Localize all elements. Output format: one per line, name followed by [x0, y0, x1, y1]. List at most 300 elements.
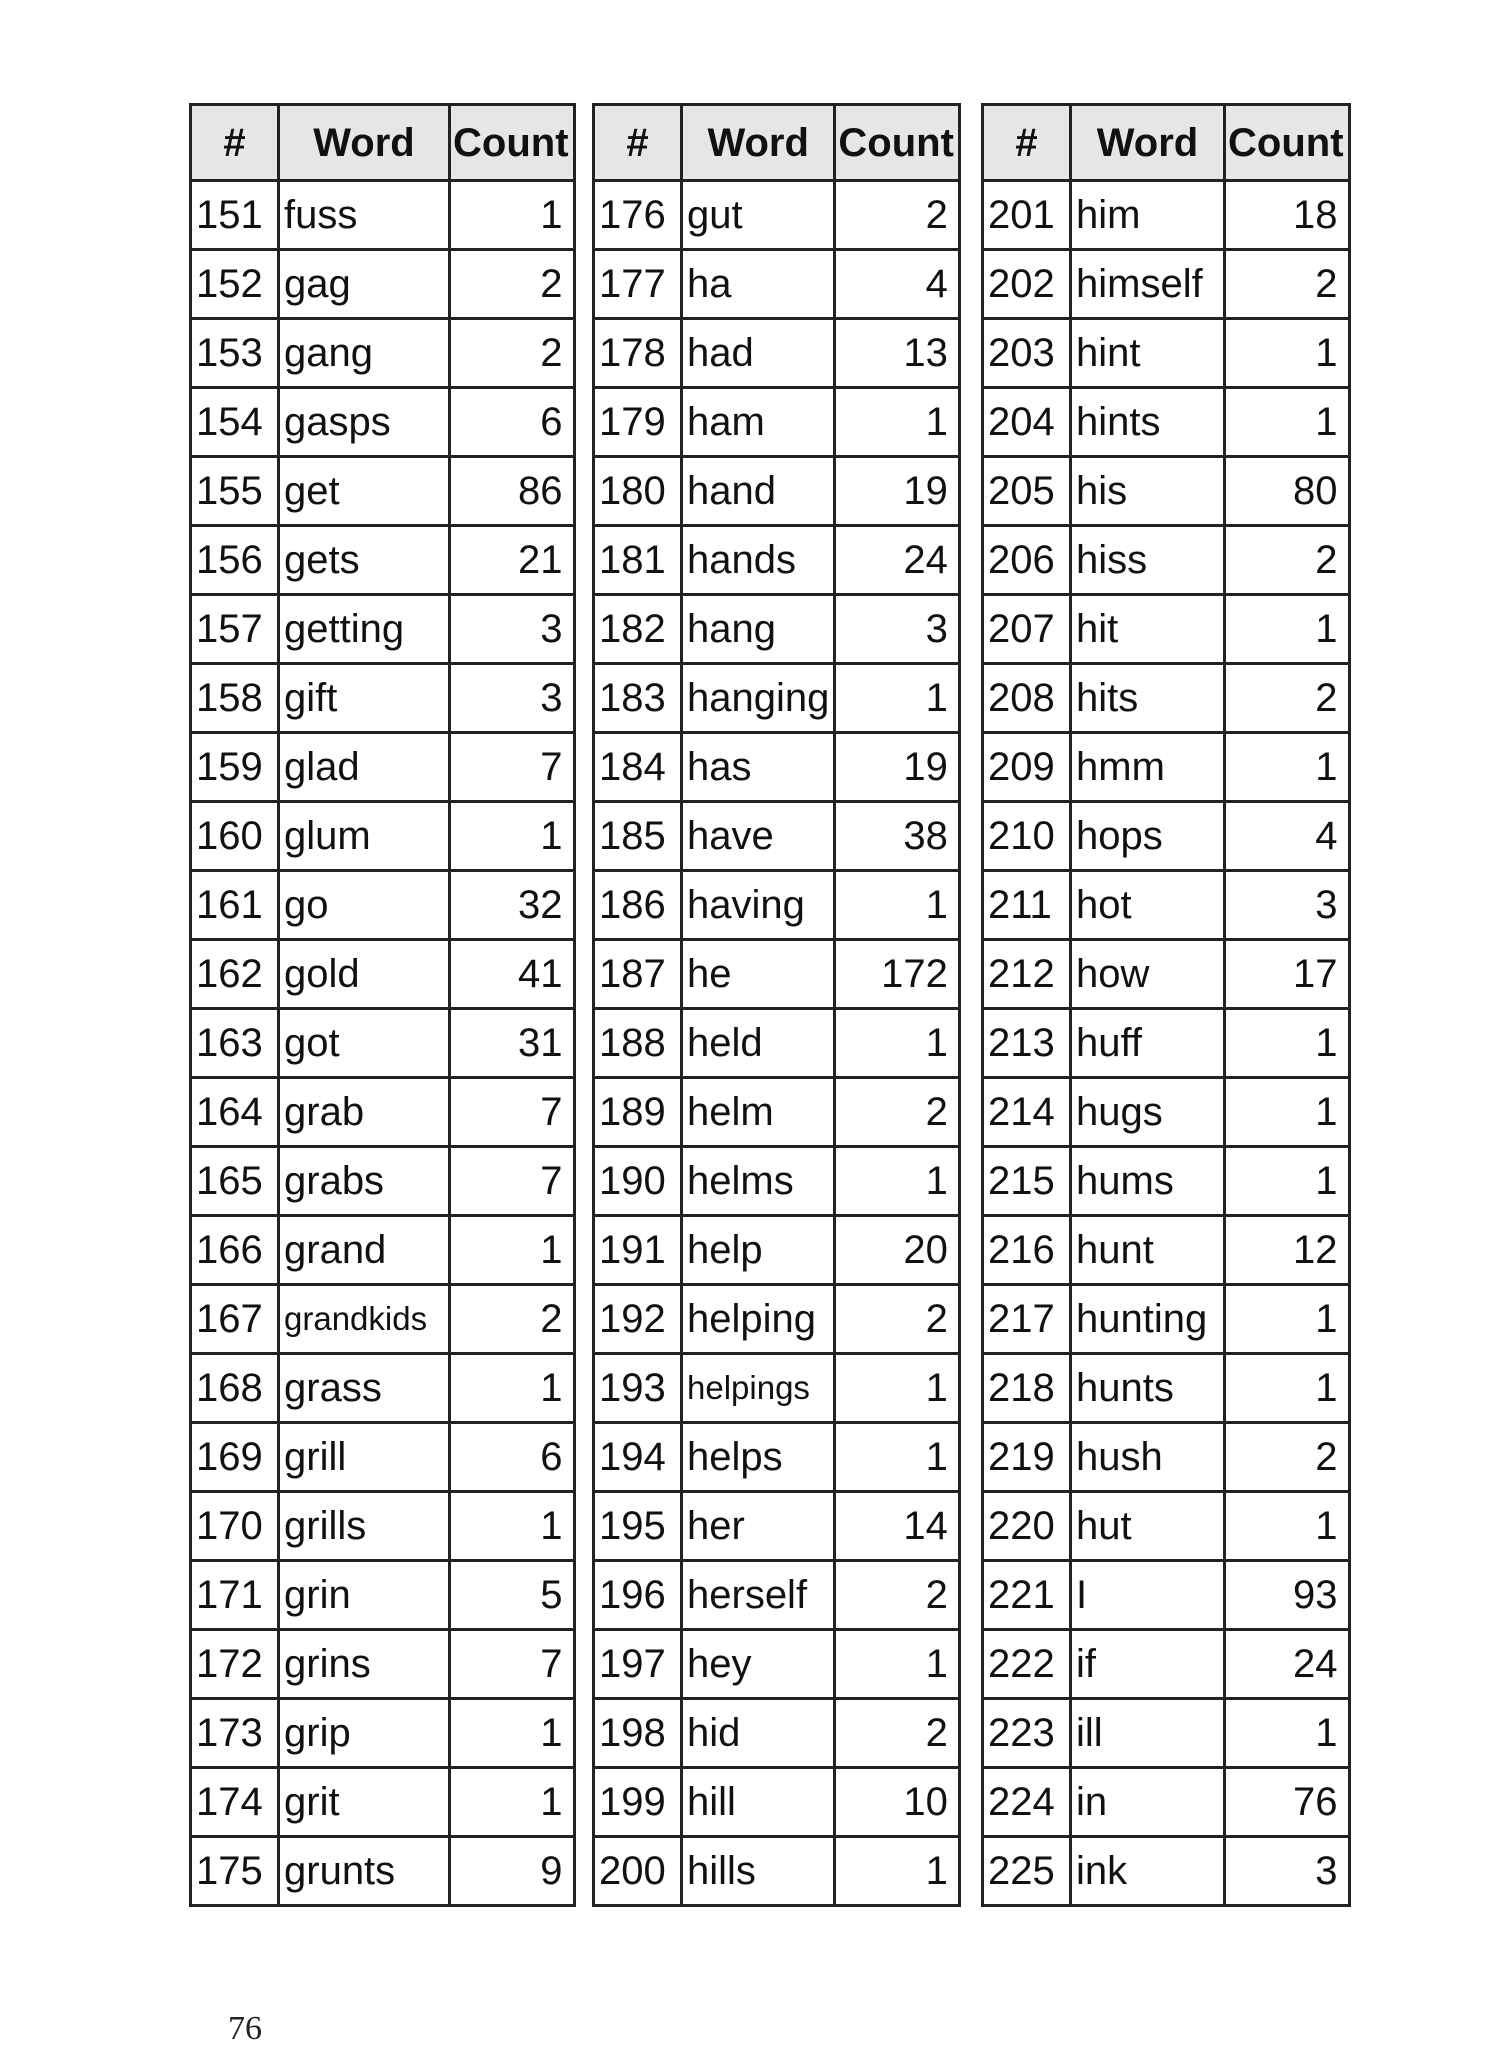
cell-number: 171: [191, 1561, 279, 1630]
cell-count: 1: [835, 1837, 960, 1906]
cell-number: 156: [191, 526, 279, 595]
table-row: [191, 1009, 575, 1078]
cell-word: ha: [682, 250, 835, 319]
cell-count: 1: [835, 1147, 960, 1216]
cell-word: gets: [279, 526, 450, 595]
table-row: [983, 1285, 1350, 1354]
cell-count: 7: [450, 1630, 575, 1699]
cell-number: 181: [594, 526, 682, 595]
cell-word: hill: [682, 1768, 835, 1837]
cell-number: 217: [983, 1285, 1071, 1354]
cell-count: 24: [835, 526, 960, 595]
cell-word: gang: [279, 319, 450, 388]
cell-count: 1: [450, 181, 575, 250]
cell-word: gasps: [279, 388, 450, 457]
cell-word: her: [682, 1492, 835, 1561]
cell-number: 186: [594, 871, 682, 940]
table-row: [191, 1147, 575, 1216]
cell-word: herself: [682, 1561, 835, 1630]
cell-count: 1: [1225, 595, 1350, 664]
table-row: [983, 595, 1350, 664]
cell-word: held: [682, 1009, 835, 1078]
cell-number: 152: [191, 250, 279, 319]
cell-number: 162: [191, 940, 279, 1009]
cell-count: 9: [450, 1837, 575, 1906]
header-count: Count: [450, 105, 575, 181]
cell-number: 221: [983, 1561, 1071, 1630]
table-row: [594, 1630, 960, 1699]
cell-number: 211: [983, 871, 1071, 940]
cell-count: 18: [1225, 181, 1350, 250]
table-row: [983, 1630, 1350, 1699]
cell-count: 80: [1225, 457, 1350, 526]
cell-count: 2: [835, 1561, 960, 1630]
cell-number: 184: [594, 733, 682, 802]
table-row: [594, 1699, 960, 1768]
header-number: #: [983, 105, 1071, 181]
cell-word: hugs: [1071, 1078, 1225, 1147]
table-row: [191, 1285, 575, 1354]
table-row: [191, 1078, 575, 1147]
cell-word: glad: [279, 733, 450, 802]
table-body: [594, 181, 960, 1906]
table-row: [594, 733, 960, 802]
cell-number: 225: [983, 1837, 1071, 1906]
cell-word: helping: [682, 1285, 835, 1354]
cell-number: 160: [191, 802, 279, 871]
cell-number: 175: [191, 1837, 279, 1906]
cell-word: huff: [1071, 1009, 1225, 1078]
cell-count: 2: [1225, 250, 1350, 319]
cell-number: 165: [191, 1147, 279, 1216]
cell-number: 173: [191, 1699, 279, 1768]
cell-number: 215: [983, 1147, 1071, 1216]
word-count-table-3: [981, 103, 1351, 1907]
cell-word: how: [1071, 940, 1225, 1009]
cell-word: hiss: [1071, 526, 1225, 595]
table-row: [983, 733, 1350, 802]
cell-number: 200: [594, 1837, 682, 1906]
cell-word: ill: [1071, 1699, 1225, 1768]
cell-number: 183: [594, 664, 682, 733]
cell-count: 41: [450, 940, 575, 1009]
cell-count: 2: [450, 250, 575, 319]
cell-count: 13: [835, 319, 960, 388]
cell-count: 1: [450, 1699, 575, 1768]
cell-word: grass: [279, 1354, 450, 1423]
table-row: [983, 940, 1350, 1009]
table-row: [983, 1423, 1350, 1492]
table-row: [983, 388, 1350, 457]
cell-number: 222: [983, 1630, 1071, 1699]
cell-count: 7: [450, 733, 575, 802]
cell-count: 1: [450, 1492, 575, 1561]
table-header-row: [983, 105, 1350, 181]
cell-count: 2: [450, 319, 575, 388]
cell-word: hanging: [682, 664, 835, 733]
cell-count: 1: [835, 664, 960, 733]
cell-number: 151: [191, 181, 279, 250]
cell-number: 182: [594, 595, 682, 664]
cell-count: 19: [835, 733, 960, 802]
cell-count: 31: [450, 1009, 575, 1078]
table-row: [191, 319, 575, 388]
header-word: Word: [1071, 105, 1225, 181]
cell-word: hush: [1071, 1423, 1225, 1492]
table-row: [983, 802, 1350, 871]
cell-number: 205: [983, 457, 1071, 526]
table-row: [594, 1423, 960, 1492]
cell-number: 170: [191, 1492, 279, 1561]
cell-word: hunting: [1071, 1285, 1225, 1354]
cell-count: 3: [450, 595, 575, 664]
table-row: [983, 1216, 1350, 1285]
cell-count: 1: [835, 1630, 960, 1699]
cell-count: 1: [1225, 1492, 1350, 1561]
header-count: Count: [1225, 105, 1350, 181]
cell-count: 1: [835, 388, 960, 457]
cell-word: his: [1071, 457, 1225, 526]
table-row: [191, 388, 575, 457]
cell-count: 17: [1225, 940, 1350, 1009]
cell-number: 204: [983, 388, 1071, 457]
cell-count: 2: [1225, 664, 1350, 733]
cell-number: 207: [983, 595, 1071, 664]
cell-count: 2: [1225, 526, 1350, 595]
table-row: [983, 319, 1350, 388]
cell-count: 3: [835, 595, 960, 664]
table-row: [594, 1354, 960, 1423]
cell-number: 179: [594, 388, 682, 457]
cell-number: 158: [191, 664, 279, 733]
cell-count: 24: [1225, 1630, 1350, 1699]
cell-count: 1: [835, 1423, 960, 1492]
cell-word: getting: [279, 595, 450, 664]
cell-count: 1: [450, 1216, 575, 1285]
cell-number: 198: [594, 1699, 682, 1768]
table-row: [594, 457, 960, 526]
cell-number: 167: [191, 1285, 279, 1354]
cell-word: ham: [682, 388, 835, 457]
cell-count: 1: [1225, 1078, 1350, 1147]
cell-count: 14: [835, 1492, 960, 1561]
cell-count: 93: [1225, 1561, 1350, 1630]
cell-word: helps: [682, 1423, 835, 1492]
cell-word: himself: [1071, 250, 1225, 319]
cell-word: hit: [1071, 595, 1225, 664]
cell-word: grandkids: [279, 1285, 450, 1354]
table-row: [983, 181, 1350, 250]
page-number: 76: [228, 2010, 262, 2047]
table-row: [983, 1147, 1350, 1216]
cell-count: 1: [1225, 733, 1350, 802]
table-row: [191, 940, 575, 1009]
cell-count: 86: [450, 457, 575, 526]
cell-word: ink: [1071, 1837, 1225, 1906]
cell-count: 3: [450, 664, 575, 733]
cell-word: glum: [279, 802, 450, 871]
cell-count: 4: [1225, 802, 1350, 871]
cell-word: grand: [279, 1216, 450, 1285]
cell-number: 195: [594, 1492, 682, 1561]
cell-count: 2: [835, 1699, 960, 1768]
table-row: [594, 1216, 960, 1285]
cell-count: 1: [450, 802, 575, 871]
cell-word: having: [682, 871, 835, 940]
cell-word: had: [682, 319, 835, 388]
cell-count: 2: [450, 1285, 575, 1354]
header-word: Word: [279, 105, 450, 181]
table-row: [983, 1009, 1350, 1078]
cell-word: help: [682, 1216, 835, 1285]
cell-number: 203: [983, 319, 1071, 388]
table-row: [594, 319, 960, 388]
cell-number: 191: [594, 1216, 682, 1285]
table-row: [191, 1699, 575, 1768]
cell-word: helms: [682, 1147, 835, 1216]
cell-number: 212: [983, 940, 1071, 1009]
cell-word: hunts: [1071, 1354, 1225, 1423]
cell-number: 174: [191, 1768, 279, 1837]
cell-count: 3: [1225, 871, 1350, 940]
cell-word: hints: [1071, 388, 1225, 457]
cell-word: if: [1071, 1630, 1225, 1699]
table-row: [594, 664, 960, 733]
table-body: [191, 181, 575, 1906]
cell-word: hums: [1071, 1147, 1225, 1216]
cell-number: 213: [983, 1009, 1071, 1078]
table-row: [191, 802, 575, 871]
cell-number: 176: [594, 181, 682, 250]
cell-number: 194: [594, 1423, 682, 1492]
cell-number: 196: [594, 1561, 682, 1630]
table-row: [191, 1423, 575, 1492]
table-row: [983, 1078, 1350, 1147]
cell-count: 2: [835, 1078, 960, 1147]
cell-count: 1: [1225, 1147, 1350, 1216]
table-row: [191, 871, 575, 940]
cell-word: gold: [279, 940, 450, 1009]
table-row: [983, 1354, 1350, 1423]
cell-count: 2: [835, 181, 960, 250]
cell-word: hang: [682, 595, 835, 664]
table-body: [983, 181, 1350, 1906]
table-row: [594, 181, 960, 250]
cell-word: grabs: [279, 1147, 450, 1216]
cell-count: 76: [1225, 1768, 1350, 1837]
cell-number: 185: [594, 802, 682, 871]
cell-number: 219: [983, 1423, 1071, 1492]
table-row: [594, 595, 960, 664]
cell-word: grunts: [279, 1837, 450, 1906]
cell-count: 4: [835, 250, 960, 319]
cell-number: 180: [594, 457, 682, 526]
cell-word: hid: [682, 1699, 835, 1768]
table-row: [191, 1630, 575, 1699]
table-row: [594, 871, 960, 940]
table-row: [191, 181, 575, 250]
cell-count: 172: [835, 940, 960, 1009]
cell-word: grill: [279, 1423, 450, 1492]
table-row: [191, 595, 575, 664]
cell-number: 168: [191, 1354, 279, 1423]
cell-word: hands: [682, 526, 835, 595]
table-row: [191, 1216, 575, 1285]
cell-number: 155: [191, 457, 279, 526]
cell-word: grab: [279, 1078, 450, 1147]
table-row: [983, 871, 1350, 940]
cell-count: 1: [835, 871, 960, 940]
cell-word: gag: [279, 250, 450, 319]
cell-number: 190: [594, 1147, 682, 1216]
cell-number: 218: [983, 1354, 1071, 1423]
table-row: [594, 388, 960, 457]
cell-number: 199: [594, 1768, 682, 1837]
cell-number: 178: [594, 319, 682, 388]
cell-number: 206: [983, 526, 1071, 595]
cell-count: 6: [450, 1423, 575, 1492]
cell-count: 7: [450, 1147, 575, 1216]
table-row: [191, 250, 575, 319]
cell-count: 1: [835, 1354, 960, 1423]
header-word: Word: [682, 105, 835, 181]
cell-word: has: [682, 733, 835, 802]
table-row: [983, 1492, 1350, 1561]
cell-word: hand: [682, 457, 835, 526]
cell-count: 1: [1225, 1285, 1350, 1354]
table-row: [983, 1699, 1350, 1768]
word-count-table-2: [592, 103, 961, 1907]
cell-count: 19: [835, 457, 960, 526]
cell-count: 7: [450, 1078, 575, 1147]
cell-number: 154: [191, 388, 279, 457]
cell-word: grin: [279, 1561, 450, 1630]
cell-word: him: [1071, 181, 1225, 250]
cell-count: 1: [1225, 1354, 1350, 1423]
table-row: [983, 457, 1350, 526]
table-row: [191, 1768, 575, 1837]
cell-number: 177: [594, 250, 682, 319]
cell-number: 208: [983, 664, 1071, 733]
cell-number: 192: [594, 1285, 682, 1354]
table-row: [983, 250, 1350, 319]
cell-word: grills: [279, 1492, 450, 1561]
table-row: [191, 526, 575, 595]
cell-word: hut: [1071, 1492, 1225, 1561]
table-row: [983, 526, 1350, 595]
cell-count: 6: [450, 388, 575, 457]
cell-count: 1: [1225, 319, 1350, 388]
table-row: [594, 1768, 960, 1837]
cell-number: 201: [983, 181, 1071, 250]
cell-number: 189: [594, 1078, 682, 1147]
table-row: [594, 1492, 960, 1561]
table-row: [191, 1492, 575, 1561]
header-count: Count: [835, 105, 960, 181]
cell-count: 3: [1225, 1837, 1350, 1906]
cell-count: 2: [1225, 1423, 1350, 1492]
cell-number: 172: [191, 1630, 279, 1699]
cell-number: 161: [191, 871, 279, 940]
cell-word: hills: [682, 1837, 835, 1906]
cell-word: hot: [1071, 871, 1225, 940]
cell-count: 12: [1225, 1216, 1350, 1285]
table-row: [191, 1837, 575, 1906]
table-row: [594, 1285, 960, 1354]
cell-count: 20: [835, 1216, 960, 1285]
table-row: [594, 526, 960, 595]
cell-count: 1: [450, 1354, 575, 1423]
cell-word: got: [279, 1009, 450, 1078]
table-header-row: [191, 105, 575, 181]
table-row: [594, 1078, 960, 1147]
cell-word: gut: [682, 181, 835, 250]
cell-word: grip: [279, 1699, 450, 1768]
cell-number: 166: [191, 1216, 279, 1285]
table-row: [191, 1354, 575, 1423]
cell-count: 2: [835, 1285, 960, 1354]
cell-word: have: [682, 802, 835, 871]
table-row: [594, 1009, 960, 1078]
cell-count: 1: [835, 1009, 960, 1078]
header-number: #: [594, 105, 682, 181]
header-number: #: [191, 105, 279, 181]
cell-count: 10: [835, 1768, 960, 1837]
table-row: [983, 1837, 1350, 1906]
table-row: [594, 1561, 960, 1630]
cell-count: 21: [450, 526, 575, 595]
cell-number: 153: [191, 319, 279, 388]
cell-word: get: [279, 457, 450, 526]
cell-number: 214: [983, 1078, 1071, 1147]
cell-number: 224: [983, 1768, 1071, 1837]
cell-word: he: [682, 940, 835, 1009]
cell-number: 164: [191, 1078, 279, 1147]
table-row: [594, 802, 960, 871]
cell-count: 32: [450, 871, 575, 940]
cell-word: fuss: [279, 181, 450, 250]
cell-number: 163: [191, 1009, 279, 1078]
cell-word: gift: [279, 664, 450, 733]
cell-word: grins: [279, 1630, 450, 1699]
cell-number: 169: [191, 1423, 279, 1492]
table-row: [594, 1147, 960, 1216]
table-row: [191, 457, 575, 526]
cell-count: 1: [1225, 1699, 1350, 1768]
table-row: [191, 1561, 575, 1630]
cell-number: 193: [594, 1354, 682, 1423]
cell-number: 202: [983, 250, 1071, 319]
table-row: [983, 1768, 1350, 1837]
cell-number: 157: [191, 595, 279, 664]
cell-word: go: [279, 871, 450, 940]
cell-word: I: [1071, 1561, 1225, 1630]
cell-number: 210: [983, 802, 1071, 871]
cell-number: 223: [983, 1699, 1071, 1768]
cell-count: 1: [450, 1768, 575, 1837]
cell-word: grit: [279, 1768, 450, 1837]
word-count-table-1: [189, 103, 576, 1907]
cell-number: 216: [983, 1216, 1071, 1285]
cell-word: hits: [1071, 664, 1225, 733]
table-row: [191, 733, 575, 802]
table-row: [983, 664, 1350, 733]
cell-word: hmm: [1071, 733, 1225, 802]
cell-word: helpings: [682, 1354, 835, 1423]
table-header-row: [594, 105, 960, 181]
table-row: [983, 1561, 1350, 1630]
cell-number: 220: [983, 1492, 1071, 1561]
